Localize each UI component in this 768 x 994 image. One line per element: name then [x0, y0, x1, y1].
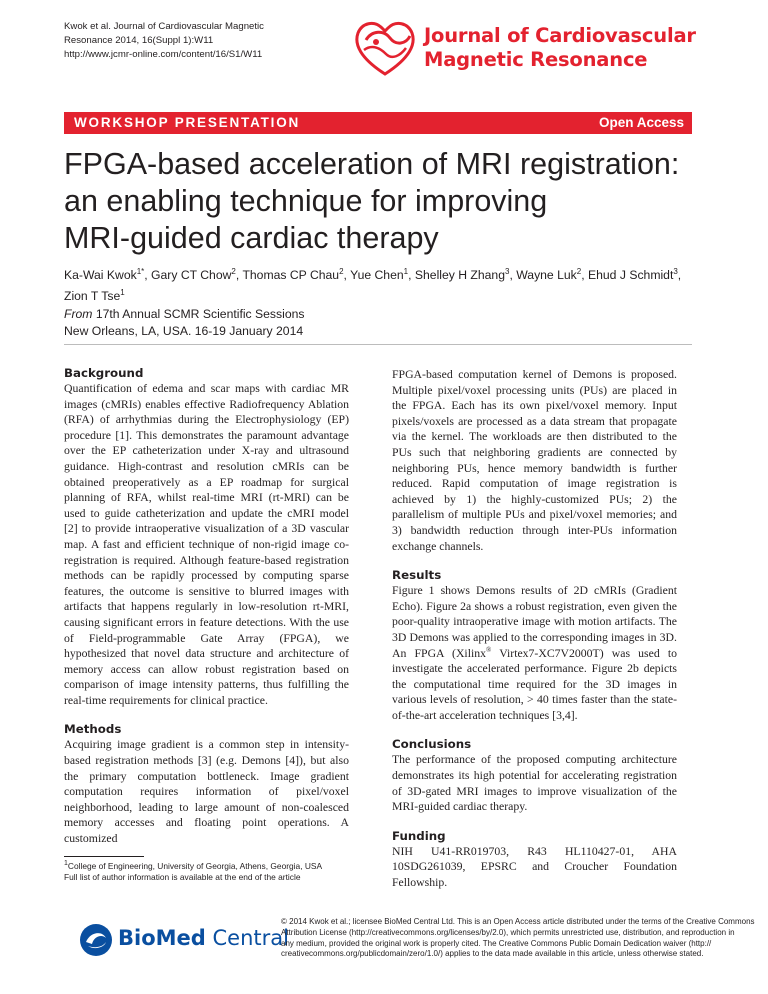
section-text: FPGA-based computation kernel of Demons is proposed. Multiple pixel/voxel processing units (PUs) are placed in the FPGA. Each has its own pixel/voxel memory. Input pixels/voxels are processed as a data stream that propagate via the kernel. The workloads are then distributed to the PUs such that neighboring gradients are connected by neighboring PUs, hence memory bandwidth is further reduced. Rapid computation of image registration is achieved by 1) the highly-customized PUs; 2) the parallelism of multiple PUs and pixel/voxel memories; and 3) bandwidth reduction through inter-PUs information exchange channels. — [392, 368, 677, 553]
results-text-b: Virtex7-XC7V2000T) was used to investigate the accelerated performance. Figure 2b depicts the computational time required for the 3D images in various levels of resolution, > 40 times faster than the state-of-the-art acceleration techniques [3,4]. — [392, 646, 677, 722]
author-name: Shelley H Zhang — [414, 268, 505, 283]
title-line: an enabling technique for improving — [64, 184, 548, 218]
author-affiliation-mark: 3 — [505, 267, 510, 276]
author-affiliation-mark: 2 — [339, 267, 344, 276]
biomed-central-icon — [78, 922, 114, 958]
journal-name-line: Journal of Cardiovascular — [424, 24, 696, 47]
article-url-link[interactable]: http://www.jcmr-online.com/content/16/S1/W11 — [64, 49, 263, 60]
author-name: Yue Chen — [350, 268, 404, 283]
author-affiliation-mark: 2 — [231, 267, 236, 276]
footnote-divider — [64, 856, 144, 857]
results-section — [392, 568, 677, 723]
affiliation-note: Full list of author information is available at the end of the article — [64, 871, 301, 882]
section-text: Quantification of edema and scar maps with cardiac MR images (cMRIs) enables effective Radiofrequency Ablation (RFA) of arrhythmias during the Electrophysiology (EP) procedure [1]. This demonstrates the paramount advantage over the EP catheterization under X-ray and ultrasound guidance. High-contrast and resolution cMRIs can be obtained preoperatively as a EP roadmap for surgical planning of RFA, whilst real-time MRI (rt-MRI) can be used to guide catheterization and update the cMRI model [2] to provide intraoperative visualization of a 3D vascular map. A fast and efficient technique of non-rigid image co-registration is required. Although feature-based registration methods can be rapidly processed by computing sparse features, the outcome is sensitive to blurred images with artifacts that happens regularly in low-resolution rt-MRI, causing significant errors in feature detections. With the use of Field-programmable Gate Array (FPGA), we hypothesized that novel data structure and architecture of memory access can allow robust registration based on comparison of image intensity patterns, thus fulfilling the real-time requirements for clinical practice. — [64, 382, 349, 707]
title-line: MRI-guided cardiac therapy — [64, 221, 439, 255]
author-name: Zion T Tse — [64, 289, 121, 304]
conclusions-section — [392, 737, 677, 814]
section-heading: Conclusions — [392, 737, 472, 752]
article-type-banner — [64, 112, 692, 134]
section-text: Acquiring image gradient is a common step in intensity-based registration methods [3] (e.g. Demons [4]), but also the primary computation bottleneck. Image gradient computation requires information of pixel/voxel neighborhood, leading to large amount of non-coalesced memory accesses and floating point operations. A customized — [64, 738, 349, 846]
registered-mark: ® — [485, 645, 492, 654]
author-affiliation-mark: 1* — [136, 267, 145, 276]
title-line: FPGA-based acceleration of MRI registration: — [64, 147, 680, 181]
license-line: creativecommons.org/publicdomain/zero/1.0/) applies to the data made available in this article, unless otherwise stated. — [281, 949, 704, 959]
author-affiliation-mark: 2 — [576, 267, 582, 276]
section-heading: Results — [392, 568, 442, 583]
open-access-badge: Open Access — [598, 115, 684, 130]
author-name: Ka-Wai Kwok — [64, 268, 137, 283]
section-text: The performance of the proposed computing architecture demonstrates its high potential for accelerating registration of 3D-gated MRI images to improve visualization of the MRI-guided cardiac therapy. — [392, 753, 677, 814]
funding-section — [392, 829, 677, 891]
section-heading: Background — [64, 366, 144, 380]
results-text-a: Figure 1 shows Demons results of 2D cMRIs (Gradient Echo). Figure 2a shows a robust registration, even given the poor-quality intraoperative image with motion artifacts. The 3D Demons was applied to the corresponding images in 3D. An FPGA (Xilinx — [392, 584, 677, 660]
publisher-name-rest: Central — [205, 926, 289, 950]
affiliation-text: College of Engineering, University of Georgia, Athens, Georgia, USA — [67, 860, 323, 871]
meeting-name: 17th Annual SCMR Scientific Sessions — [95, 307, 305, 321]
license-line: any medium, provided the original work is properly cited. The Creative Commons Public Domain Dedication waiver (http:// — [281, 938, 712, 948]
author-name: Gary CT Chow — [151, 268, 232, 283]
publisher-name-bold: BioMed — [118, 926, 206, 950]
right-column — [392, 366, 677, 905]
heart-logo-icon — [350, 16, 420, 80]
section-heading: Funding — [392, 828, 446, 843]
affiliation-footnote — [64, 858, 384, 883]
publisher-logo — [78, 922, 289, 962]
left-column — [64, 366, 349, 861]
author-affiliation-mark: 1 — [403, 267, 409, 276]
meeting-location: New Orleans, LA, USA. 16-19 January 2014 — [64, 324, 304, 338]
author-list: Ka-Wai Kwok$^{1*}$, Gary CT Chow$^2$, Thomas CP Chau$^2$, Yue Chen$^1$, Shelley H Zhang$^3$, Wayne Luk$^2$, Ehud J Schmidt$^3$, Zion T Tse$^1$ — [64, 267, 682, 304]
author-name: Ehud J Schmidt — [587, 268, 674, 283]
article-title — [64, 146, 704, 257]
background-section — [64, 366, 349, 708]
section-text — [392, 583, 677, 723]
citation-line: Resonance 2014, 16(Suppl 1):W11 — [64, 35, 214, 46]
journal-name — [424, 24, 696, 72]
publisher-name — [118, 926, 289, 950]
methods-section — [64, 722, 349, 846]
author-name: Wayne Luk — [516, 268, 577, 283]
author-affiliation-mark: 1 — [120, 288, 125, 298]
author-affiliation-mark: 3 — [673, 267, 678, 276]
methods-continued — [392, 367, 677, 554]
author-name: Thomas CP Chau — [242, 268, 340, 283]
license-text — [281, 917, 755, 960]
affiliation-mark: 1 — [64, 860, 68, 867]
license-line: Attribution License (http://creativecommons.org/licenses/by/2.0), which permits unrestricted use, distribution, and reproduction in — [281, 927, 735, 937]
journal-name-line: Magnetic Resonance — [424, 48, 648, 71]
journal-logo — [350, 16, 710, 86]
header-divider — [64, 344, 692, 345]
section-text: NIH U41-RR019703, R43 HL110427-01, AHA 10SDG261039, EPSRC and Croucher Foundation Fellowship. — [392, 844, 677, 890]
article-type-label: WORKSHOP PRESENTATION — [74, 115, 301, 130]
citation-block — [64, 20, 364, 62]
from-label: From — [64, 307, 93, 321]
citation-line: Kwok et al. Journal of Cardiovascular Magnetic — [64, 21, 264, 32]
meeting-info — [64, 306, 694, 340]
license-line: © 2014 Kwok et al.; licensee BioMed Central Ltd. This is an Open Access article distributed under the terms of the Creative Commons — [281, 917, 755, 926]
section-heading: Methods — [64, 722, 122, 737]
